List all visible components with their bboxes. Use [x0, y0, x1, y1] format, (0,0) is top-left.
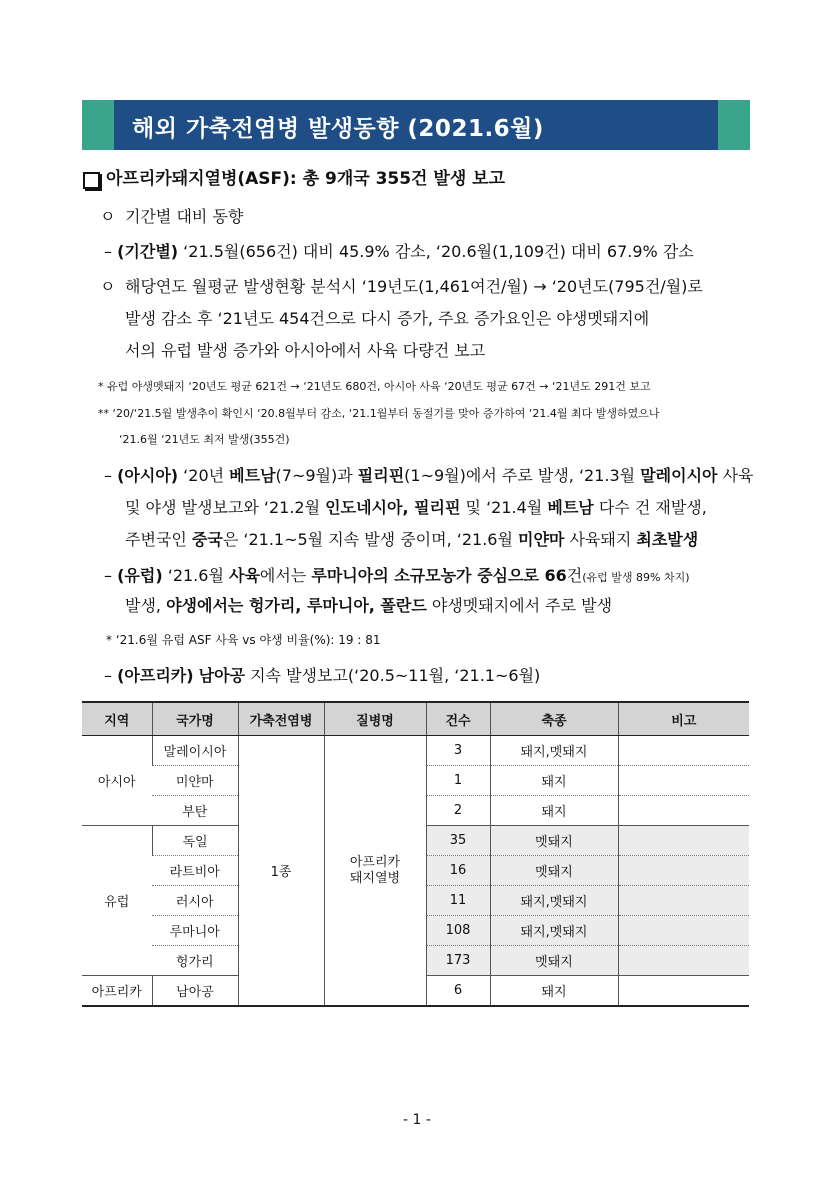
footnote-1: * 유럽 야생멧돼지 ‘20년도 평균 621건 → ‘21년도 680건, 아시아 사육 ‘20년도 평균 67건 → ‘21년도 291건 보고 [98, 380, 651, 393]
page-title: 해외 가축전염병 발생동향 (2021.6월) [132, 116, 544, 142]
species-cell: 돼지 [490, 976, 618, 1007]
note-cell [618, 826, 749, 856]
checkbox-square-icon [83, 172, 100, 189]
header-region: 지역 [82, 702, 152, 736]
count-cell: 108 [426, 916, 490, 946]
note-cell [618, 736, 749, 766]
count-cell: 173 [426, 946, 490, 976]
header-species: 축종 [490, 702, 618, 736]
count-cell: 6 [426, 976, 490, 1007]
species-cell: 돼지,멧돼지 [490, 916, 618, 946]
species-cell: 돼지 [490, 766, 618, 796]
country-cell: 라트비아 [152, 856, 238, 886]
analysis-line-3: 서의 유럽 발생 증가와 아시아에서 사육 다량건 보고 [125, 341, 486, 360]
species-cell: 돼지,멧돼지 [490, 736, 618, 766]
footnote-2b: ‘21.6월 ‘21년도 최저 발생(355건) [119, 433, 290, 446]
note-cell [618, 886, 749, 916]
header-disease-name: 질병명 [324, 702, 426, 736]
count-cell: 2 [426, 796, 490, 826]
header-country: 국가명 [152, 702, 238, 736]
count-cell: 11 [426, 886, 490, 916]
europe-ratio-note: * ‘21.6월 유럽 ASF 사육 vs 야생 비율(%): 19 : 81 [106, 633, 381, 647]
country-cell: 말레이시아 [152, 736, 238, 766]
bullet-circle-icon: ㅇ [100, 207, 116, 226]
asia-line-2: 및 야생 발생보고와 ‘21.2월 인도네시아, 필리핀 및 ‘21.4월 베트남 다수 건 재발생, [125, 498, 707, 517]
region-cell: 유럽 [82, 826, 152, 976]
count-cell: 16 [426, 856, 490, 886]
subsection-period: 기간별 대비 동향 [125, 207, 244, 226]
country-cell: 러시아 [152, 886, 238, 916]
note-cell [618, 856, 749, 886]
europe-line-1: – (유럽) ‘21.6월 사육에서는 루마니아의 소규모농가 중심으로 66건(유럽 발생 89% 차지) [104, 566, 690, 585]
note-cell [618, 946, 749, 976]
page-number: - 1 - [403, 1112, 431, 1128]
count-cell: 1 [426, 766, 490, 796]
note-cell [618, 796, 749, 826]
region-cell: 아프리카 [82, 976, 152, 1007]
disease-class-cell: 1종 [238, 736, 324, 1007]
country-cell: 루마니아 [152, 916, 238, 946]
footnote-2a: ** ‘20/‘21.5월 발생추이 확인시 ‘20.8월부터 감소, ‘21.1월부터 동절기를 맞아 증가하여 ‘21.4월 최다 발생하였으나 [98, 407, 660, 420]
country-cell: 헝가리 [152, 946, 238, 976]
note-cell [618, 916, 749, 946]
title-banner [82, 100, 750, 150]
species-cell: 돼지,멧돼지 [490, 886, 618, 916]
country-cell: 부탄 [152, 796, 238, 826]
count-cell: 3 [426, 736, 490, 766]
africa-line: – (아프리카) 남아공 지속 발생보고(‘20.5~11월, ‘21.1~6월) [104, 666, 541, 685]
banner-left-accent [82, 100, 114, 150]
section-heading: 아프리카돼지열병(ASF): 총 9개국 355건 발생 보고 [106, 169, 506, 189]
header-disease-class: 가축전염병 [238, 702, 324, 736]
asia-line-3: 주변국인 중국은 ‘21.1~5월 지속 발생 중이며, ‘21.6월 미얀마 사육돼지 최초발생 [125, 530, 699, 549]
disease-name-cell: 아프리카 돼지열병 [324, 736, 426, 1007]
country-cell: 남아공 [152, 976, 238, 1007]
period-comparison: – (기간별) ‘21.5월(656건) 대비 45.9% 감소, ‘20.6월(1,109건) 대비 67.9% 감소 [104, 242, 694, 261]
species-cell: 멧돼지 [490, 826, 618, 856]
analysis-line-2: 발생 감소 후 ‘21년도 454건으로 다시 증가, 주요 증가요인은 야생멧돼지에 [125, 309, 650, 328]
note-cell [618, 766, 749, 796]
region-cell: 아시아 [82, 736, 152, 826]
count-cell: 35 [426, 826, 490, 856]
europe-line-2: 발생, 야생에서는 헝가리, 루마니아, 폴란드 야생멧돼지에서 주로 발생 [125, 596, 613, 615]
country-cell: 독일 [152, 826, 238, 856]
header-count: 건수 [426, 702, 490, 736]
note-cell [618, 976, 749, 1007]
dash-marker: – [104, 242, 118, 261]
header-note: 비고 [618, 702, 749, 736]
table-header-row [82, 702, 749, 736]
species-cell: 멧돼지 [490, 856, 618, 886]
table-row [82, 736, 749, 766]
bullet-circle-icon: ㅇ [100, 277, 116, 296]
species-cell: 돼지 [490, 796, 618, 826]
asf-outbreak-table [82, 701, 749, 1007]
asia-line-1: – (아시아) ‘20년 베트남(7~9월)과 필리핀(1~9월)에서 주로 발생, ‘21.3월 말레이시아 사육 [104, 466, 754, 485]
species-cell: 멧돼지 [490, 946, 618, 976]
banner-right-accent [718, 100, 750, 150]
analysis-line-1: 해당연도 월평균 발생현황 분석시 ‘19년도(1,461여건/월) → ‘20년도(795건/월)로 [125, 277, 703, 296]
country-cell: 미얀마 [152, 766, 238, 796]
